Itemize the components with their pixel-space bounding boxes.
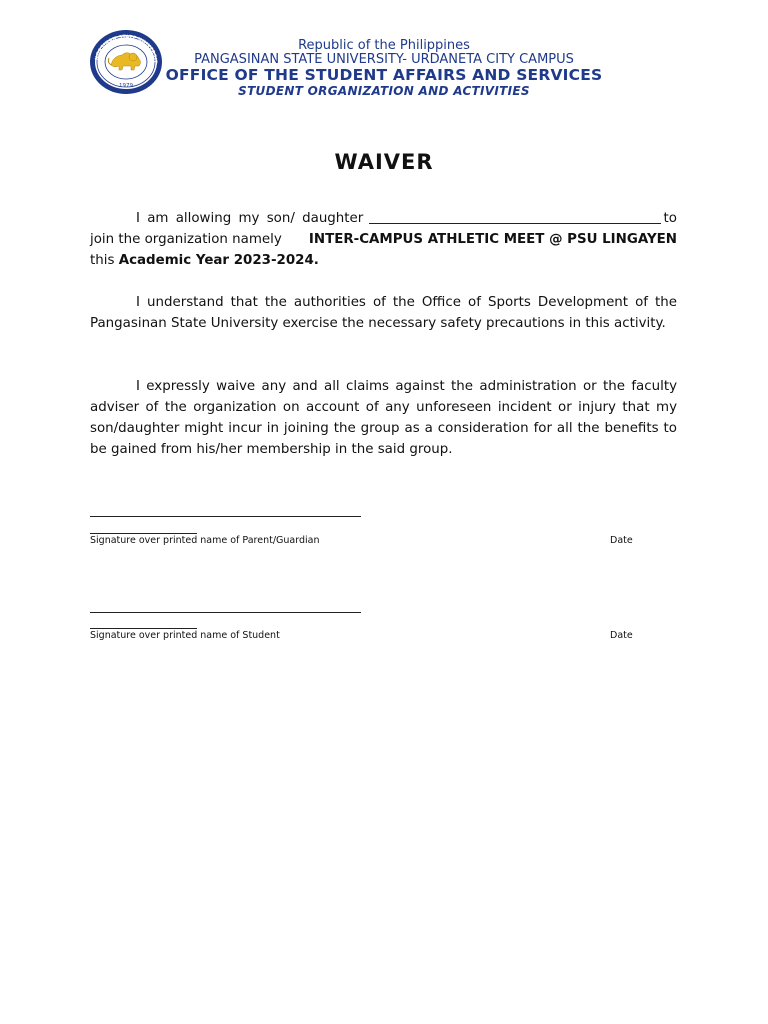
student-date-label: Date <box>610 630 633 641</box>
student-signature-label: Signature over printed name of Student <box>90 630 280 641</box>
parent-date-line[interactable] <box>90 533 197 534</box>
this-text: this <box>90 253 115 268</box>
paragraph-allowing <box>90 208 677 271</box>
parent-signature-label: Signature over printed name of Parent/Guardian <box>90 535 320 546</box>
allowing-text: I am allowing my son/ daughter <box>136 211 364 226</box>
office-unit: STUDENT ORGANIZATION AND ACTIVITIES <box>238 84 530 98</box>
child-name-blank[interactable] <box>369 208 660 224</box>
seal-text: NGASINAN STATE UNIVERSIT <box>95 34 158 64</box>
student-date-line[interactable] <box>90 628 197 629</box>
university-campus-line: PANGASINAN STATE UNIVERSITY- URDANETA CITY CAMPUS <box>194 52 574 67</box>
office-name: OFFICE OF THE STUDENT AFFAIRS AND SERVICES <box>165 66 603 84</box>
paragraph-waiver: I expressly waive any and all claims against the administration or the faculty adviser of the organization on account of any unforeseen incident or injury that my son/daughter might incur in joining the group as a consideration for all the benefits to be gained from his/her membership in the said group. <box>90 379 677 457</box>
to-text: to <box>663 211 677 226</box>
paragraph-authorities: I understand that the authorities of the Office of Sports Development of the Pangasinan State University exercise the necessary safety precautions in this activity. <box>90 295 677 331</box>
join-text: join the organization namely <box>90 232 282 247</box>
organization-name: INTER-CAMPUS ATHLETIC MEET @ PSU LINGAYEN <box>308 232 677 247</box>
republic-line: Republic of the Philippines <box>298 38 470 53</box>
student-signature-line[interactable] <box>90 612 361 613</box>
academic-year: Academic Year 2023-2024. <box>118 253 319 268</box>
parent-date-label: Date <box>610 535 633 546</box>
seal-year: 1979 <box>119 83 133 89</box>
document-title: WAIVER <box>334 150 434 174</box>
parent-signature-line[interactable] <box>90 516 361 517</box>
